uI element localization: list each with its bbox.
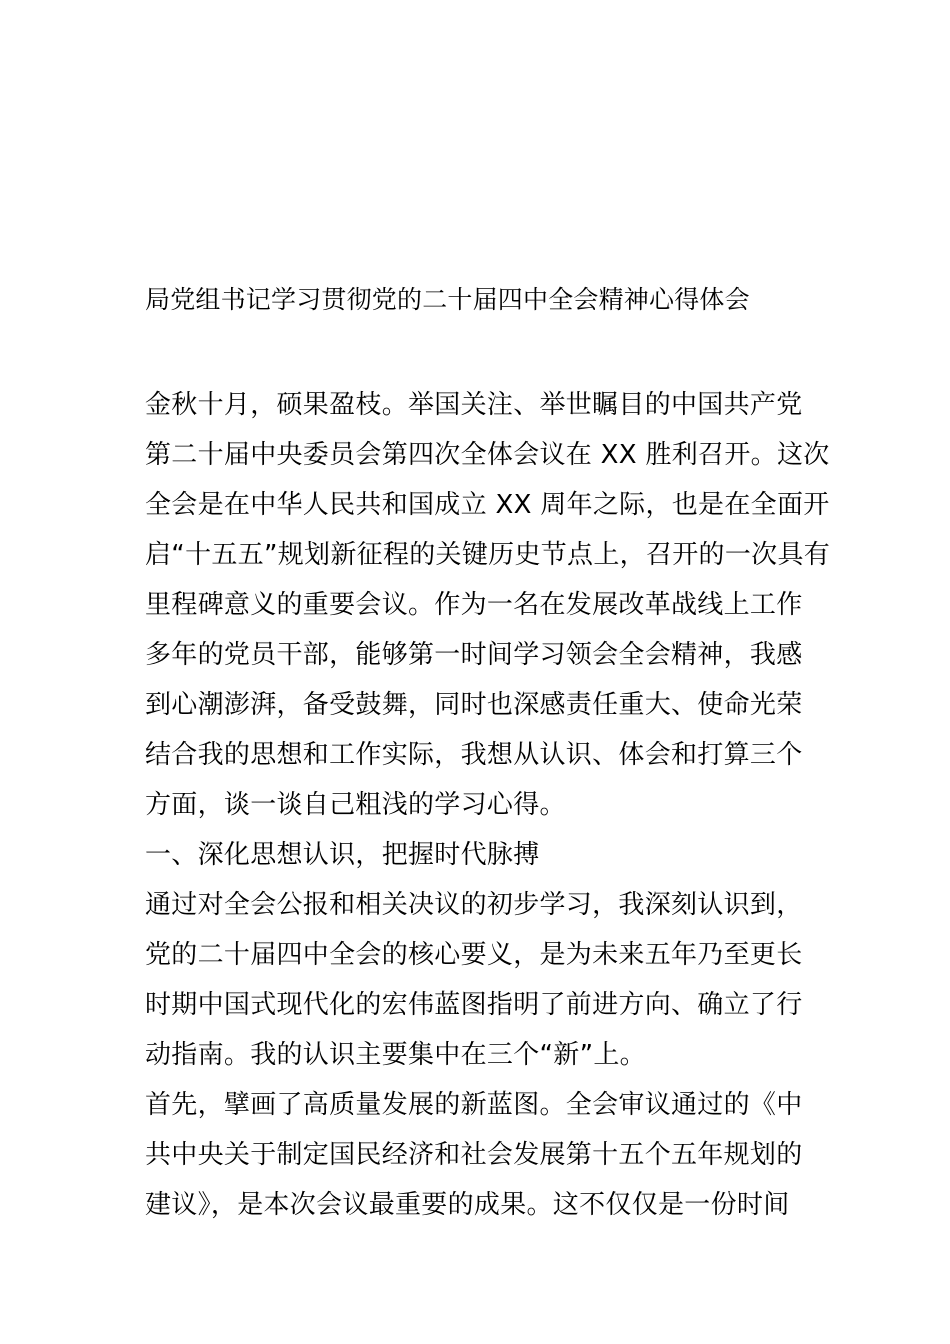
paragraph-line: 建议》，是本次会议最重要的成果。这不仅仅是一份时间 bbox=[145, 1190, 790, 1220]
paragraph-line: 里程碑意义的重要会议。作为一名在发展改革战线上工作 bbox=[145, 590, 803, 620]
paragraph-line: 方面，谈一谈自己粗浅的学习心得。 bbox=[145, 790, 566, 820]
document-title: 局党组书记学习贯彻党的二十届四中全会精神心得体会 bbox=[145, 285, 750, 314]
paragraph-line: 时期中国式现代化的宏伟蓝图指明了前进方向、确立了行 bbox=[145, 990, 803, 1020]
section-heading: 一、深化思想认识，把握时代脉搏 bbox=[145, 840, 540, 870]
paragraph-line: 第二十届中央委员会第四次全体会议在 XX 胜利召开。这次 bbox=[145, 440, 830, 470]
paragraph-line: 到心潮澎湃，备受鼓舞，同时也深感责任重大、使命光荣 bbox=[145, 690, 803, 720]
paragraph-line: 动指南。我的认识主要集中在三个“新”上。 bbox=[145, 1040, 646, 1070]
paragraph-line: 全会是在中华人民共和国成立 XX 周年之际，也是在全面开 bbox=[145, 490, 830, 520]
paragraph-line: 首先，擘画了高质量发展的新蓝图。全会审议通过的《中 bbox=[145, 1090, 803, 1120]
document-body bbox=[145, 380, 831, 1230]
paragraph-line: 党的二十届四中全会的核心要义，是为未来五年乃至更长 bbox=[145, 940, 803, 970]
paragraph-line: 多年的党员干部，能够第一时间学习领会全会精神，我感 bbox=[145, 640, 803, 670]
paragraph-line: 通过对全会公报和相关决议的初步学习，我深刻认识到， bbox=[145, 890, 803, 920]
paragraph-line: 启“十五五”规划新征程的关键历史节点上，召开的一次具有 bbox=[145, 540, 831, 570]
paragraph-line: 金秋十月，硕果盈枝。举国关注、举世瞩目的中国共产党 bbox=[145, 390, 803, 420]
paragraph-line: 共中央关于制定国民经济和社会发展第十五个五年规划的 bbox=[145, 1140, 803, 1170]
paragraph-line: 结合我的思想和工作实际，我想从认识、体会和打算三个 bbox=[145, 740, 803, 770]
